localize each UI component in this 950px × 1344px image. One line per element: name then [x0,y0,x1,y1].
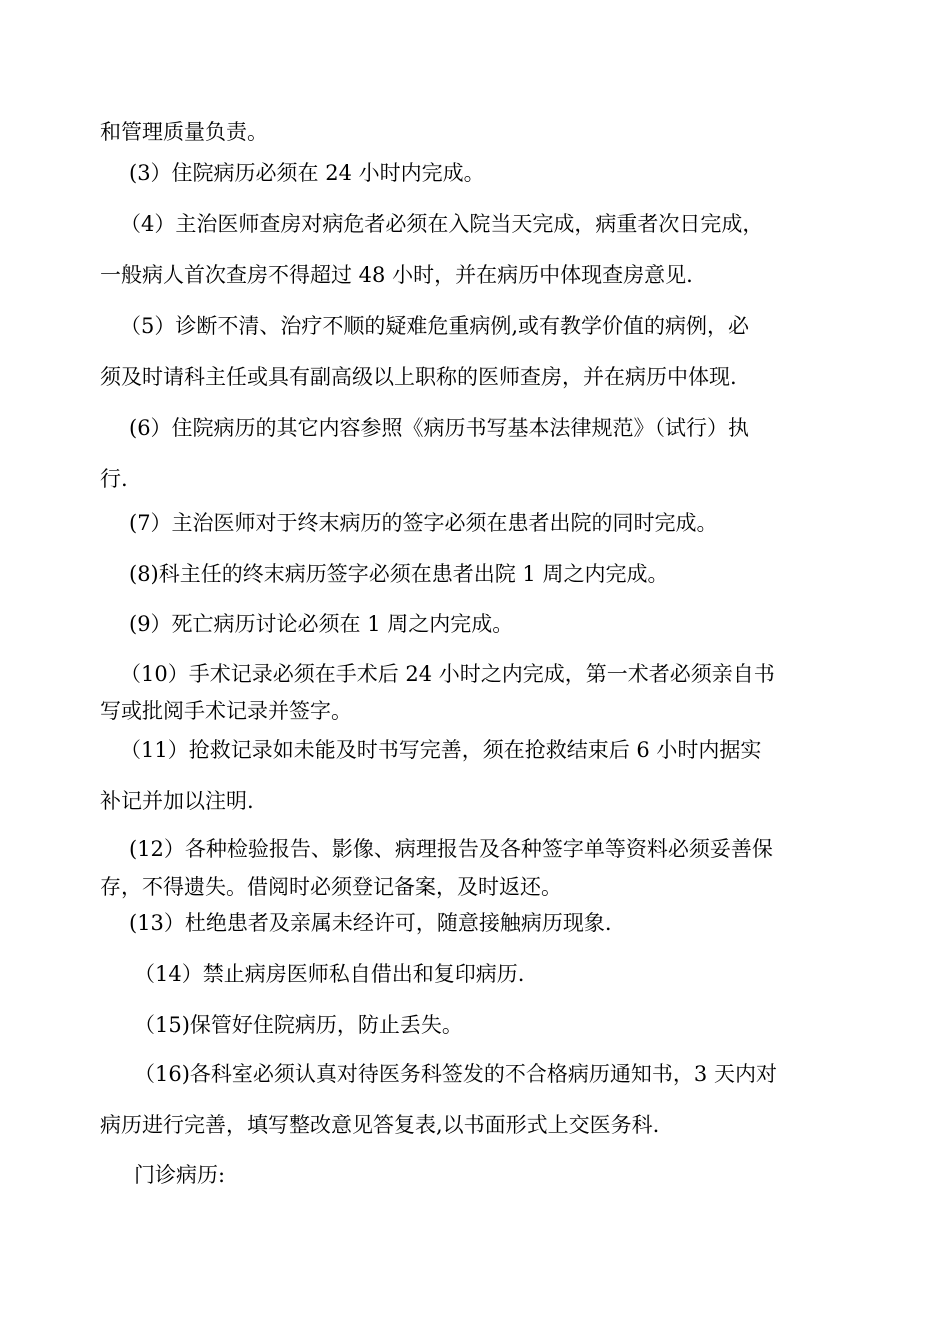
text-line: (3）住院病历必须在 24 小时内完成。 [129,161,485,185]
text-line: （11）抢救记录如未能及时书写完善，须在抢救结束后 6 小时内据实 [120,738,762,762]
text-line: （4）主治医师查房对病危者必须在入院当天完成，病重者次日完成， [120,212,764,236]
text-line: 存，不得遗失。借阅时必须登记备案，及时返还。 [100,875,562,899]
section-heading: 门诊病历: [134,1163,226,1187]
text-line: (8)科主任的终末病历签字必须在患者出院 1 周之内完成。 [129,562,669,586]
text-line: (12）各种检验报告、影像、病理报告及各种签字单等资料必须妥善保 [129,837,773,861]
text-line: 须及时请科主任或具有副高级以上职称的医师查房，并在病历中体现. [100,365,737,389]
text-line: 和管理质量负责。 [100,120,268,144]
text-line: （5）诊断不清、治疗不顺的疑难危重病例,或有教学价值的病例，必 [120,314,750,338]
text-line: (7）主治医师对于终末病历的签字必须在患者出院的同时完成。 [129,511,718,535]
text-line: (9）死亡病历讨论必须在 1 周之内完成。 [129,612,514,636]
text-line: （16)各科室必须认真对待医务科签发的不合格病历通知书，3 天内对 [134,1062,777,1086]
text-line: (6）住院病历的其它内容参照《病历书写基本法律规范》（试行）执 [129,416,750,440]
text-line: 病历进行完善，填写整改意见答复表,以书面形式上交医务科. [100,1113,660,1137]
text-line: （15)保管好住院病历，防止丢失。 [134,1013,463,1037]
text-line: 行. [100,467,128,491]
text-line: 写或批阅手术记录并签字。 [100,699,352,723]
text-line: 补记并加以注明. [100,789,254,813]
text-line: (13）杜绝患者及亲属未经许可，随意接触病历现象. [129,911,612,935]
text-line: （14）禁止病房医师私自借出和复印病历. [134,962,525,986]
text-line: （10）手术记录必须在手术后 24 小时之内完成，第一术者必须亲自书 [120,662,775,686]
text-line: 一般病人首次查房不得超过 48 小时，并在病历中体现查房意见. [100,263,693,287]
